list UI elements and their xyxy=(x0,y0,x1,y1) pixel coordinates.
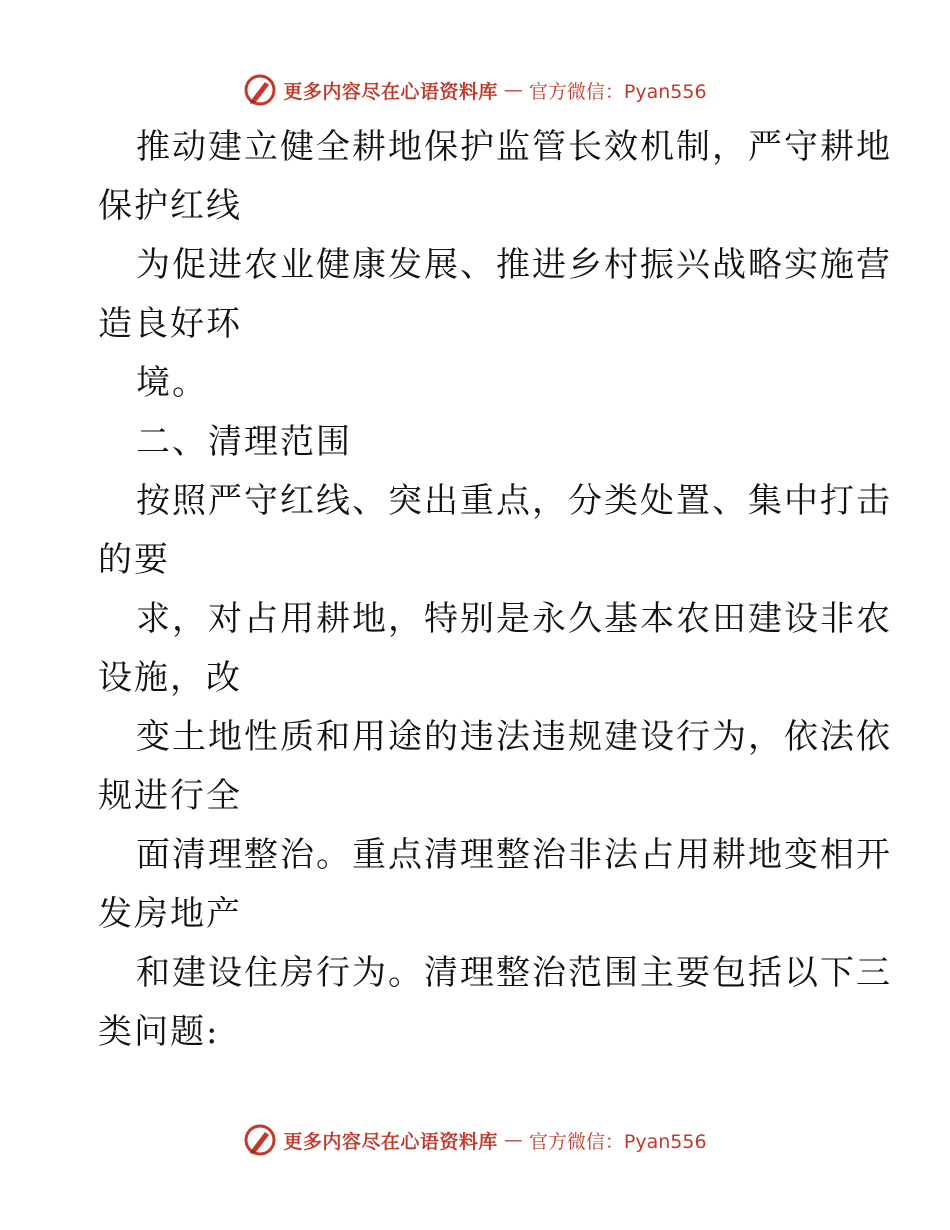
pen-logo-icon xyxy=(243,1123,277,1157)
text-line: 和建设住房行为。清理整治范围主要包括以下三 xyxy=(136,953,892,993)
text-line: 发房地产 xyxy=(98,894,242,934)
text-line: 求，对占用耕地，特别是永久基本农田建设非农 xyxy=(136,599,892,639)
text-line: 类问题: xyxy=(98,1012,220,1052)
watermark-wechat: 官方微信：Pyan556 xyxy=(528,80,707,103)
text-line: 二、清理范围 xyxy=(136,422,352,462)
watermark-text: 更多内容尽在心语资料库 xyxy=(283,1130,498,1153)
footer-watermark xyxy=(0,1120,950,1160)
text-line: 变土地性质和用途的违法违规建设行为，依法依 xyxy=(136,717,892,757)
watermark-wechat: 官方微信：Pyan556 xyxy=(528,1130,707,1153)
text-line: 设施，改 xyxy=(98,658,242,698)
text-line: 推动建立健全耕地保护监管长效机制，严守耕地 xyxy=(136,127,892,167)
document-body xyxy=(98,118,892,1062)
text-line: 造良好环 xyxy=(98,304,242,344)
watermark-dash: — xyxy=(503,1129,523,1151)
header-watermark xyxy=(0,70,950,110)
text-line: 的要 xyxy=(98,540,170,580)
text-line: 保护红线 xyxy=(98,186,242,226)
watermark-text: 更多内容尽在心语资料库 xyxy=(283,80,498,103)
pen-logo-icon xyxy=(243,73,277,107)
text-line: 按照严守红线、突出重点，分类处置、集中打击 xyxy=(136,481,892,521)
text-line: 境。 xyxy=(136,363,208,403)
text-line: 面清理整治。重点清理整治非法占用耕地变相开 xyxy=(136,835,892,875)
text-line: 规进行全 xyxy=(98,776,242,816)
text-line: 为促进农业健康发展、推进乡村振兴战略实施营 xyxy=(136,245,892,285)
watermark-dash: — xyxy=(503,79,523,101)
